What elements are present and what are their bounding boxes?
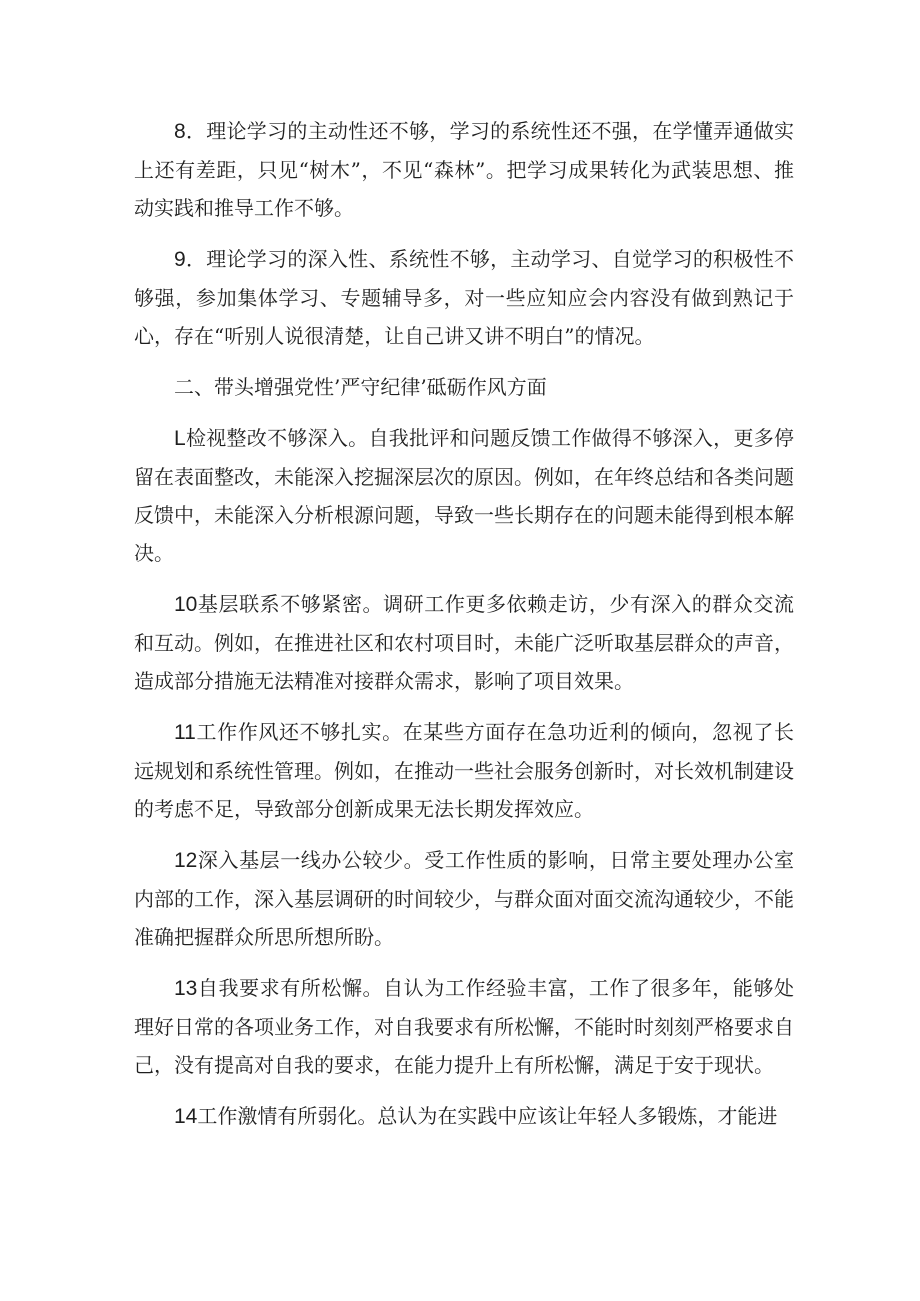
document-body bbox=[134, 112, 794, 1149]
paragraph-11 bbox=[134, 713, 794, 828]
paragraph-text: 检视整改不够深入。自我批评和问题反馈工作做得不够深入，更多停留在表面整改，未能深入挖掘深层次的原因。例如，在年终总结和各类问题反馈中，未能深入分析根源问题，导致一些长期存在的问题未能得到根本解决。 bbox=[134, 426, 794, 565]
paragraph-text: ．理论学习的深入性、系统性不够，主动学习、自觉学习的积极性不够强，参加集体学习、专题辅导多，对一些应知应会内容没有做到熟记于心，存在“听别人说很清楚，让自己讲又讲不明白”的情况。 bbox=[134, 247, 794, 348]
paragraph-14 bbox=[134, 1097, 794, 1136]
paragraph-text: 自我要求有所松懈。自认为工作经验丰富，工作了很多年，能够处理好日常的各项业务工作，对自我要求有所松懈，不能时时刻刻严格要求自己，没有提高对自我的要求，在能力提升上有所松懈，满足于安于现状。 bbox=[134, 976, 794, 1077]
paragraph-text: 工作激情有所弱化。总认为在实践中应该让年轻人多锻炼，才能进 bbox=[197, 1104, 778, 1128]
paragraph-13 bbox=[134, 969, 794, 1084]
paragraph-9 bbox=[134, 240, 794, 355]
section-heading bbox=[134, 368, 794, 406]
paragraph-l bbox=[134, 419, 794, 572]
paragraph-8 bbox=[134, 112, 794, 227]
paragraph-text: 深入基层一线办公较少。受工作性质的影响，日常主要处理办公室内部的工作，深入基层调研的时间较少，与群众面对面交流沟通较少，不能准确把握群众所思所想所盼。 bbox=[134, 848, 794, 949]
paragraph-text: 工作作风还不够扎实。在某些方面存在急功近利的倾向，忽视了长远规划和系统性管理。例如，在推动一些社会服务创新时，对长效机制建设的考虑不足，导致部分创新成果无法长期发挥效应。 bbox=[134, 720, 794, 821]
paragraph-number: 9 bbox=[174, 248, 186, 271]
section-heading-text: 二、带头增强党性’严守纪律’砥砺作风方面 bbox=[174, 375, 547, 399]
paragraph-number: 12 bbox=[174, 849, 198, 872]
paragraph-10 bbox=[134, 585, 794, 700]
paragraph-number: 14 bbox=[174, 1105, 198, 1128]
paragraph-12 bbox=[134, 841, 794, 956]
paragraph-number: 11 bbox=[174, 721, 196, 744]
paragraph-text: 基层联系不够紧密。调研工作更多依赖走访，少有深入的群众交流和互动。例如，在推进社区和农村项目时，未能广泛听取基层群众的声音，造成部分措施无法精准对接群众需求，影响了项目效果。 bbox=[134, 592, 794, 693]
paragraph-number: L bbox=[174, 427, 186, 450]
paragraph-number: 10 bbox=[174, 593, 198, 616]
paragraph-number: 13 bbox=[174, 977, 198, 1000]
paragraph-number: 8 bbox=[174, 120, 186, 143]
paragraph-text: ．理论学习的主动性还不够，学习的系统性还不强，在学懂弄通做实上还有差距，只见“树木”，不见“森林”。把学习成果转化为武装思想、推动实践和推导工作不够。 bbox=[134, 119, 794, 220]
